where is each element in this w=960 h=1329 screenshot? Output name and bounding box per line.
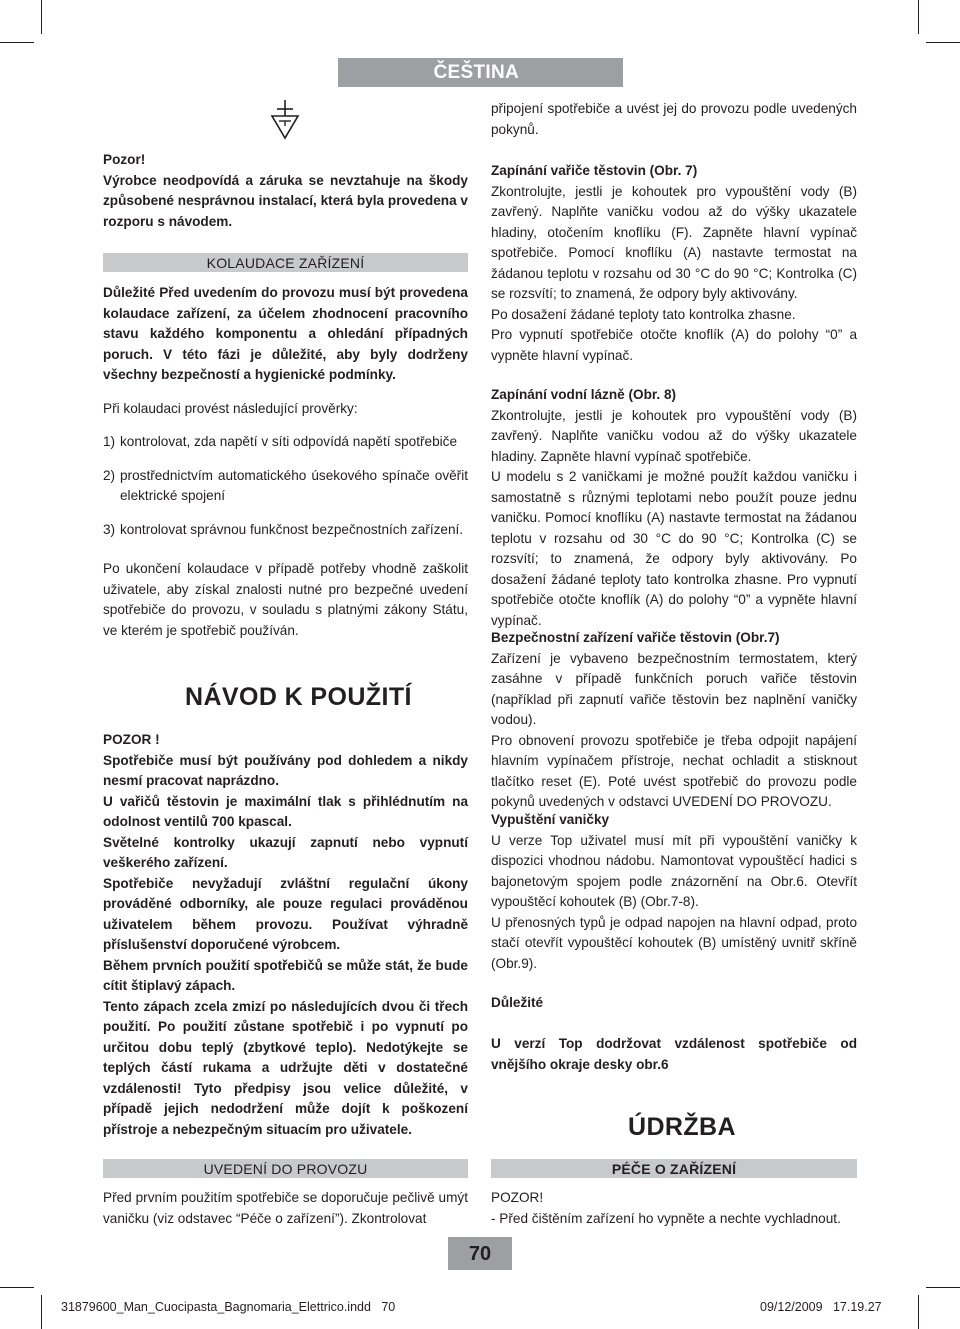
footer-filename: 31879600_Man_Cuocipasta_Bagnomaria_Elettrico.indd 70: [61, 1300, 396, 1314]
pasta-paragraph: Zkontrolujte, jestli je kohoutek pro vypouštění vody (B) zavřený. Naplňte vaničku vodou až do výšky ukazatele hladiny, otočením knoflíku (F). Zapněte hlavní vypínač spotřebiče. Pomocí knoflíku (A) nastavte termostat na žádanou teplotu v rozsahu od 30 °C do 90 °C; Kontrolka (C) se rozsvítí; to znamená, že odpory byly aktivovány.: [491, 183, 857, 301]
safety-title: Bezpečnostní zařízení vařiče těstovin (Obr.7): [491, 630, 780, 645]
pece-heading: PÉČE O ZAŘÍZENÍ: [491, 1159, 857, 1178]
crop-mark: [926, 1287, 960, 1288]
warning-block: [103, 150, 468, 232]
language-header: ČEŠTINA: [338, 58, 623, 87]
pasta-paragraph: Po dosažení žádané teploty tato kontrolka zhasne.: [491, 306, 796, 322]
safety-block: [491, 628, 857, 813]
crop-mark: [918, 1295, 919, 1329]
page-number: 70: [448, 1237, 512, 1270]
drain-paragraph: U přenosných typů je odpad napojen na hlavní odpad, proto stačí otevřít vypouštěcí kohoutek (B) umístěný uvnitř skříně (Obr.9).: [491, 914, 857, 971]
check-num: 3): [103, 521, 116, 537]
important-title: Důležité: [491, 995, 544, 1010]
crop-mark: [0, 42, 34, 43]
pozor-paragraph: Světelné kontrolky ukazují zapnutí nebo vypnutí veškerého zařízení.: [103, 834, 468, 870]
bath-title: Zapínání vodní lázně (Obr. 8): [491, 387, 677, 402]
check-item: [103, 520, 468, 541]
warning-title: Pozor!: [103, 152, 146, 167]
bath-paragraph: U modelu s 2 vaničkami je možné použít každou vaničku i samostatně s různými teplotami nebo použít pouze jednu vaničku. Pomocí knoflíku (A) nastavte termostat na žádanou teplotu v rozsahu od 30 °C do 90 °C; Kontrolka (C) se rozsvítí; to znamená, že odpory byly aktivovány. Po dosažení žádané teploty tato kontrolka zhasne. Pro vypnutí spotřebiče otočte knoflík (A) do polohy “0” a vypněte hlavní vypínač.: [491, 469, 857, 628]
drain-block: [491, 810, 857, 974]
pozor2-title: POZOR!: [491, 1190, 544, 1205]
pasta-block: [491, 161, 857, 366]
pozor-paragraph: Spotřebiče nevyžadují zvláštní regulační úkony prováděné odborníky, ale pouze regulaci prováděnou uživatelem během provozu. Používat výhradně příslušenství doporučené výrobcem.: [103, 875, 468, 952]
pozor-paragraph: Tento zápach zcela zmizí po následujících dvou či třech použití. Po použití zůstane spotřebič i po vypnutí po určitou dobu teplý (zbytkové teplo). Nedotýkejte se teplých částí rukama a udržujte děti v dostatečné vzdálenosti! Tyto předpisy jsou velice důležité, v případě jejich nedodržení může dojít k poškození přístroje a nebezpečným situacím pro uživatele.: [103, 998, 468, 1137]
udrzba-heading: ÚDRŽBA: [628, 1113, 736, 1141]
check-num: 1): [103, 434, 116, 449]
check-text: kontrolovat správnou funkčnost bezpečnostních zařízení.: [120, 521, 464, 537]
checks-intro: Při kolaudaci provést následující prověrky:: [103, 400, 358, 416]
pozor-paragraph: U vařičů těstovin je maximální tlak s přihlédnutím na odolnost ventilů 700 kpascal.: [103, 793, 468, 829]
drain-paragraph: U verze Top uživatel musí mít při vypouštění vaničky k dispozici vhodnou nádobu. Namontovat vypouštěcí hadici s bajonetovým spojem podle znázornění na Obr.6. Otevřít vypouštěcí kohoutek (B) (Obr.7-8).: [491, 832, 857, 909]
pozor-title: POZOR !: [103, 732, 160, 747]
check-item: [103, 432, 468, 453]
pozor-block: [103, 730, 468, 1140]
footer-date: 09/12/2009 17.19.27: [760, 1300, 882, 1314]
bath-block: [491, 385, 857, 631]
safety-paragraph: Zařízení je vybaveno bezpečnostním termostatem, který zasáhne v případě funkčních poruch vařiče těstovin (například při zapnutí vařiče těstovin bez naplnění vaničky vodou).: [491, 650, 857, 727]
bath-paragraph: Zkontrolujte, jestli je kohoutek pro vypouštění vody (B) zavřený. Naplňte vaničku vodou až do výšky ukazatele hladiny. Zapněte hlavní vypínač spotřebiče.: [491, 407, 857, 464]
continuation-text: připojení spotřebiče a uvést jej do provozu podle uvedených pokynů.: [491, 101, 857, 137]
pasta-title: Zapínání vařiče těstovin (Obr. 7): [491, 163, 698, 178]
crop-mark: [41, 1295, 42, 1329]
check-item: [103, 466, 468, 507]
check-text: kontrolovat, zda napětí v síti odpovídá napětí spotřebiče: [120, 434, 458, 449]
kolaudace-heading: KOLAUDACE ZAŘÍZENÍ: [103, 253, 468, 272]
important-text: U verzí Top dodržovat vzdálenost spotřebiče od vnějšího okraje desky obr.6: [491, 1036, 857, 1072]
pozor-paragraph: Během prvních použití spotřebičů se může stát, že bude cítit štiplavý zápach.: [103, 957, 468, 993]
warning-text: Výrobce neodpovídá a záruka se nevztahuje na škody způsobené nesprávnou instalací, která byla provedena v rozporu s návodem.: [103, 172, 468, 229]
kolaudace-intro: Důležité Před uvedením do provozu musí být provedena kolaudace zařízení, za účelem zhodnocení pracovního stavu každého komponentu a ohledání případných poruch. V této fázi je důležité, aby byly dodrženy všechny bezpečností a hygienické podmínky.: [103, 285, 468, 382]
safety-paragraph: Pro obnovení provozu spotřebiče je třeba odpojit napájení hlavním vypínačem přístroje, nechat ochladit a stisknout tlačítko reset (E). Poté uvést spotřebič do provozu podle pokynů uvedených v odstavci UVEDENÍ DO PROVOZU.: [491, 732, 857, 809]
check-text: prostřednictvím automatického úsekového spínače ověřit elektrické spojení: [120, 467, 468, 503]
crop-mark: [0, 1287, 34, 1288]
crop-mark: [918, 0, 919, 34]
equipotential-icon: [270, 98, 300, 140]
after-kolaudace-text: Po ukončení kolaudace v případě potřeby vhodně zaškolit uživatele, aby získal znalosti nutné pro bezpečné uvedení spotřebiče do provozu, v souladu s platnými zákony Státu, ve kterém je spotřebič používán.: [103, 561, 468, 638]
right-top-block: [491, 99, 857, 140]
pasta-paragraph: Pro vypnutí spotřebiče otočte knoflík (A) do polohy “0” a vypněte hlavní vypínač.: [491, 327, 857, 363]
uvedeni-text: Před prvním použitím spotřebiče se doporučuje pečlivě umýt vaničku (viz odstavec “Péče o zařízení”). Zkontrolovat: [103, 1190, 468, 1226]
pece-item: - Před čištěním zařízení ho vypněte a nechte vychladnout.: [491, 1210, 841, 1226]
check-num: 2): [103, 467, 116, 483]
crop-mark: [41, 0, 42, 34]
drain-title: Vypuštění vaničky: [491, 812, 610, 827]
pece-block: [491, 1188, 857, 1229]
navod-heading: NÁVOD K POUŽITÍ: [185, 683, 412, 711]
pozor-paragraph: Spotřebiče musí být používány pod dohledem a nikdy nesmí pracovat naprázdno.: [103, 752, 468, 788]
crop-mark: [926, 42, 960, 43]
uvedeni-heading: UVEDENÍ DO PROVOZU: [103, 1159, 468, 1178]
kolaudace-block: [103, 283, 468, 641]
